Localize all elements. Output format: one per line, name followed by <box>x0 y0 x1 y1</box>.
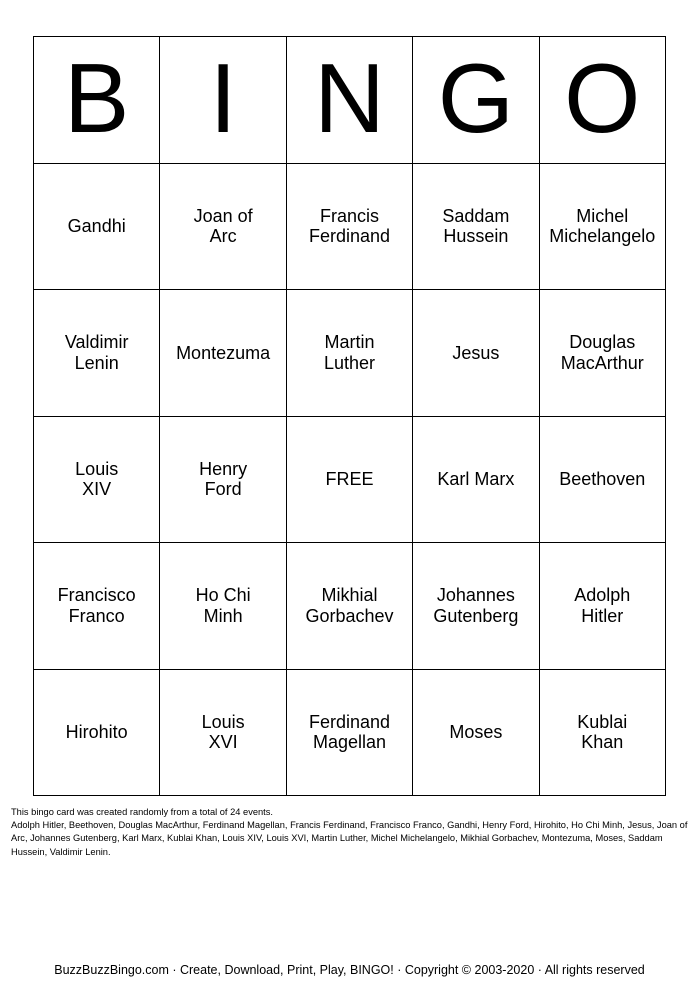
free-space-cell <box>287 417 413 544</box>
bingo-cell-label: Francisco Franco <box>57 585 136 626</box>
bingo-cell-label: Moses <box>449 722 503 743</box>
bingo-cell-label: Martin Luther <box>323 332 376 373</box>
header-letter-o: O <box>540 37 666 164</box>
bingo-cell-label: Ho Chi Minh <box>195 585 251 626</box>
free-space-label: FREE <box>325 469 374 490</box>
card-footnote <box>11 806 691 859</box>
bingo-cell <box>34 670 160 797</box>
bingo-cell <box>34 164 160 291</box>
bingo-cell <box>540 670 666 797</box>
bingo-cell <box>287 164 413 291</box>
bingo-cell <box>34 543 160 670</box>
bingo-cell-label: Joan of Arc <box>193 205 253 247</box>
header-letter-i: I <box>160 37 286 164</box>
bingo-cell <box>413 670 539 797</box>
bingo-cell <box>413 290 539 417</box>
bingo-cell <box>287 290 413 417</box>
bingo-cell <box>160 164 286 291</box>
bingo-cell-label: Karl Marx <box>437 469 515 490</box>
bingo-cell <box>160 290 286 417</box>
bingo-cell-label: Hirohito <box>65 722 128 743</box>
bingo-cell <box>34 290 160 417</box>
bingo-cell-label: Johannes Gutenberg <box>433 585 519 626</box>
bingo-cell <box>160 670 286 797</box>
header-letter-n: N <box>287 37 413 164</box>
bingo-cell-label: Louis XVI <box>201 711 245 753</box>
header-letter-b: B <box>34 37 160 164</box>
bingo-cell-label: Henry Ford <box>199 458 248 500</box>
bingo-cell-label: Valdimir Lenin <box>64 332 129 373</box>
bingo-cell-label: Mikhial Gorbachev <box>305 585 394 626</box>
bingo-cell <box>540 543 666 670</box>
footnote-event-list: Adolph Hitler, Beethoven, Douglas MacArthur, Ferdinand Magellan, Francis Ferdinand, Francisco Franco, Gandhi, Henry Ford, Hirohito, Ho Chi Minh, Jesus, Joan of Arc, Johannes Gutenberg, Karl Marx, Kublai Khan, Louis XIV, Louis XVI, Martin Luther, Michel Michelangelo, Mikhial Gorbachev, Montezuma, Moses, Saddam Hussein, Valdimir Lenin. <box>11 820 688 857</box>
bingo-cell <box>287 543 413 670</box>
bingo-cell-label: Saddam Hussein <box>442 205 510 247</box>
bingo-cell <box>540 164 666 291</box>
bingo-cell <box>413 543 539 670</box>
bingo-cell-label: Douglas MacArthur <box>560 332 644 373</box>
bingo-cell <box>413 164 539 291</box>
bingo-cell <box>34 417 160 544</box>
bingo-cell-label: Jesus <box>452 342 500 363</box>
site-footer: BuzzBuzzBingo.com · Create, Download, Print, Play, BINGO! · Copyright © 2003-2020 · All rights reserved <box>54 963 645 977</box>
bingo-cell-label: Adolph Hitler <box>574 585 631 626</box>
bingo-cell <box>540 417 666 544</box>
bingo-cell-label: Kublai Khan <box>577 711 628 753</box>
bingo-cell <box>287 670 413 797</box>
bingo-cell-label: Gandhi <box>67 216 126 237</box>
bingo-cell <box>413 417 539 544</box>
header-letter-g: G <box>413 37 539 164</box>
footnote-summary: This bingo card was created randomly from a total of 24 events. <box>11 807 273 817</box>
bingo-card <box>33 36 666 796</box>
bingo-cell-label: Montezuma <box>176 342 271 363</box>
bingo-cell-label: Francis Ferdinand <box>308 205 391 247</box>
bingo-cell <box>540 290 666 417</box>
bingo-cell-label: Ferdinand Magellan <box>308 711 391 753</box>
bingo-cell-label: Beethoven <box>559 469 646 490</box>
bingo-cell <box>160 543 286 670</box>
bingo-cell-label: Michel Michelangelo <box>549 205 656 247</box>
bingo-cell-label: Louis XIV <box>75 458 119 500</box>
bingo-cell <box>160 417 286 544</box>
